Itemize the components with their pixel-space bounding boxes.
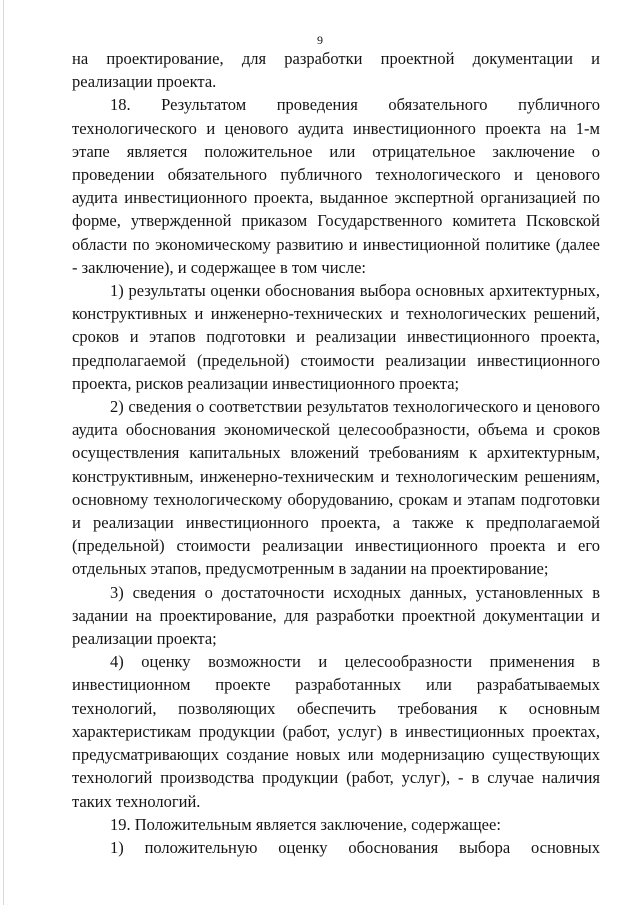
paragraph-item-18: 18. Результатом проведения обязательного публичного технологического и ценового аудита инвестиционного проекта на 1-м этапе является положительное или отрицательное заключение о проведении обязательного публичного технологического и ценового аудита инвестиционного проекта, выданное экспертной организацией по форме, утвержденной приказом Государственного комитета Псковской области по экономическому развитию и инвестиционной политике (далее - заключение), и содержащее в том числе:: [72, 95, 600, 277]
document-body: [72, 47, 600, 859]
paragraph-subitem-2: 2) сведения о соответствии результатов технологического и ценового аудита обоснования экономической целесообразности, объема и сроков осуществления капитальных вложений требованиям к архитектурным, конструктивным, инженерно-техническим и технологическим решениям, основному технологическому оборудованию, срокам и этапам подготовки и реализации инвестиционного проекта, а также к предполагаемой (предельной) стоимости реализации инвестиционного проекта и его отдельных этапов, предусмотренным в задании на проектирование;: [72, 397, 600, 579]
paragraph-subitem-1: 1) результаты оценки обоснования выбора основных архитектурных, конструктивных и инженерно-технических и технологических решений, сроков и этапов подготовки и реализации инвестиционного проекта, предполагаемой (предельной) стоимости реализации инвестиционного проекта, рисков реализации инвестиционного проекта;: [72, 281, 600, 393]
page-edge: [3, 0, 4, 905]
paragraph-item-19: 19. Положительным является заключение, содержащее:: [110, 814, 501, 834]
page-number: 9: [317, 33, 323, 47]
paragraph-subitem-4: 4) оценку возможности и целесообразности применения в инвестиционном проекте разработанных или разрабатываемых технологий, позволяющих обеспечить требования к основным характеристикам продукции (работ, услуг) в инвестиционных проектах, предусматривающих создание новых или модернизацию существующих технологий производства продукции (работ, услуг), - в случае наличия таких технологий.: [72, 652, 600, 811]
paragraph-item-19-subitem-1: 1) положительную оценку обоснования выбора основных: [110, 837, 600, 857]
paragraph-continuation: на проектирование, для разработки проектной документации и реализации проекта.: [72, 49, 600, 92]
paragraph-subitem-3: 3) сведения о достаточности исходных данных, установленных в задании на проектирование, для разработки проектной документации и реализации проекта;: [72, 582, 600, 649]
